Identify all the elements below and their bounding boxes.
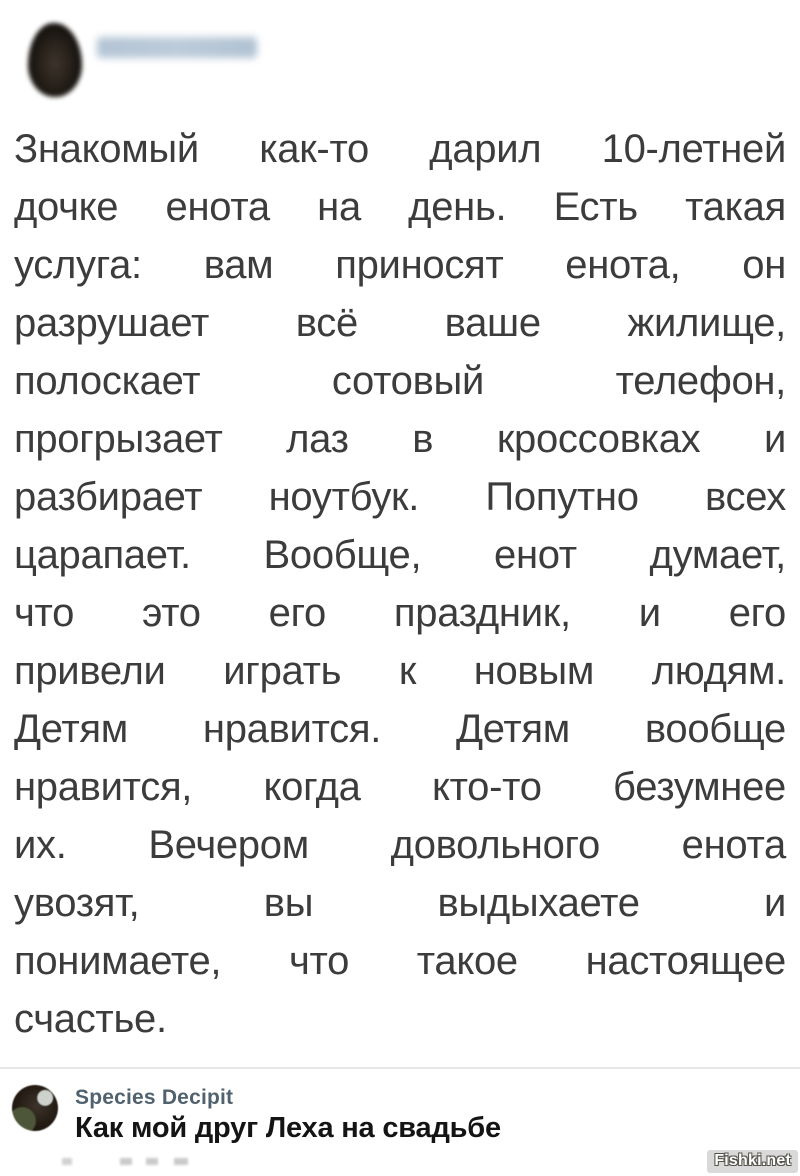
post-text-line: дочке енота на день. Есть такая: [14, 185, 786, 229]
commenter-username[interactable]: Species Decipit: [75, 1086, 234, 1109]
post-text-line: царапает. Вообще, енот думает,: [14, 533, 786, 577]
cropped-text-fragment: [62, 1158, 272, 1165]
post-body: [14, 120, 786, 1048]
author-name-blurred[interactable]: [97, 37, 257, 58]
post-text-line: увозят, вы выдыхаете и: [14, 881, 786, 925]
post-text-line: их. Вечером довольного енота: [14, 823, 786, 867]
post-header: [0, 0, 800, 118]
comment-text: Как мой друг Леха на свадьбе: [75, 1112, 501, 1144]
post-text-line: услуга: вам приносят енота, он: [14, 243, 786, 287]
post-text-line: полоскает сотовый телефон,: [14, 359, 786, 403]
post-text-line: прогрызает лаз в кроссовках и: [14, 417, 786, 461]
post-text-line: Знакомый как-то дарил 10-летней: [14, 127, 786, 171]
watermark-badge: Fishki.net: [707, 1150, 798, 1173]
author-avatar[interactable]: [28, 23, 82, 97]
post-text-line: привели играть к новым людям.: [14, 649, 786, 693]
post-text-line: понимаете, что такое настоящее: [14, 939, 786, 983]
post-text-line: что это его праздник, и его: [14, 591, 786, 635]
comment-divider: [0, 1067, 800, 1069]
post-text-line: разрушает всё ваше жилище,: [14, 301, 786, 345]
commenter-avatar[interactable]: [12, 1085, 58, 1131]
post-text-line: нравится, когда кто-то безумнее: [14, 765, 786, 809]
comment-row: [0, 1080, 800, 1176]
post-text-line: счастье.: [14, 997, 167, 1041]
post-text-line: Детям нравится. Детям вообще: [14, 707, 786, 751]
post-text-line: разбирает ноутбук. Попутно всех: [14, 475, 786, 519]
